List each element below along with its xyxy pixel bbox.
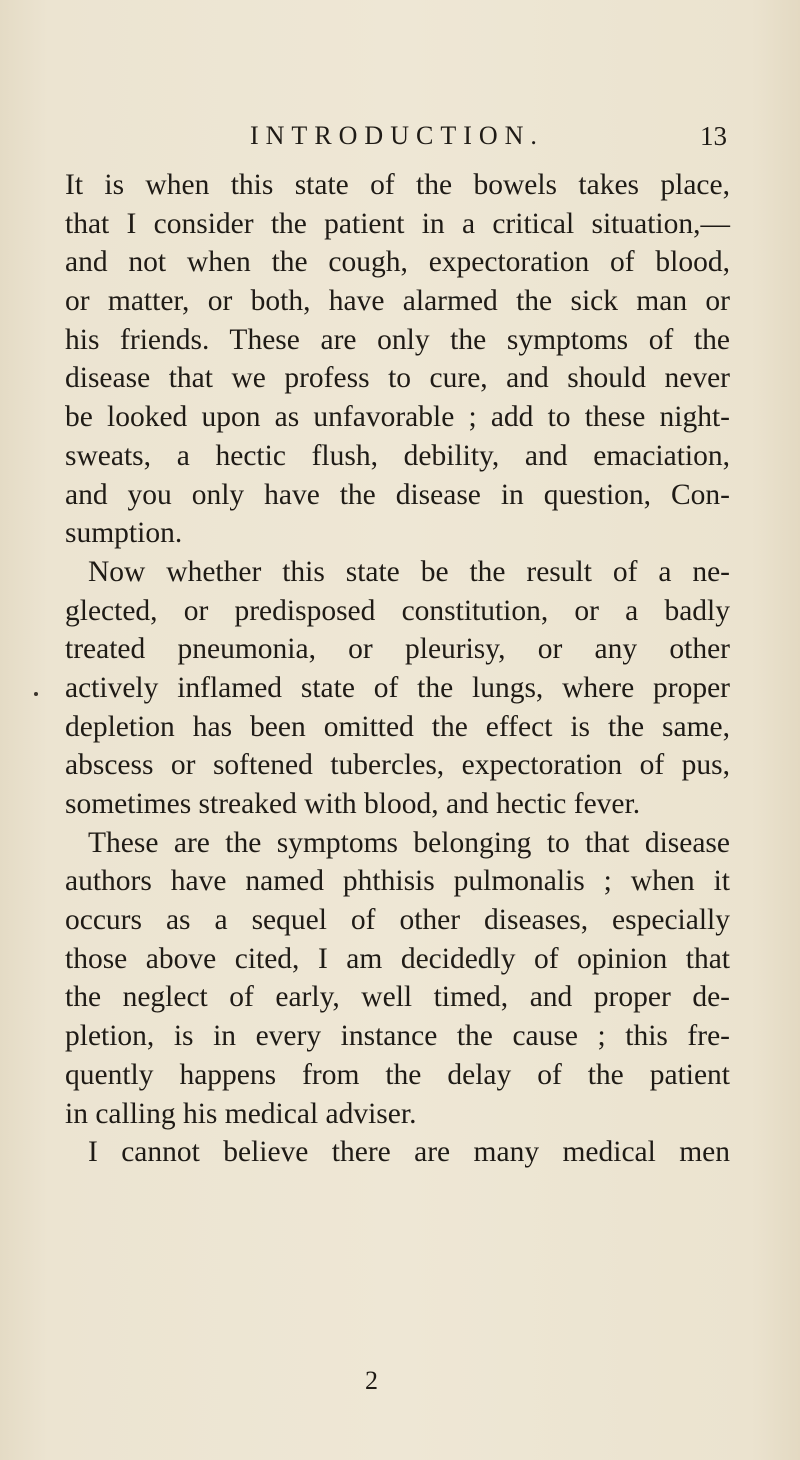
text-line: occurs as a sequel of other diseases, especially (65, 904, 730, 937)
text-line: quently happens from the delay of the patient (65, 1058, 730, 1091)
text-line: those above cited, I am decidedly of opinion that (65, 942, 730, 975)
text-line: It is when this state of the bowels takes place, (65, 169, 730, 201)
running-head: INTRODUCTION. (250, 121, 544, 150)
text-line: his friends. These are only the symptoms of the (65, 323, 730, 356)
text-line: authors have named phthisis pulmonalis ; when it (65, 865, 730, 898)
text-line: These are the symptoms belonging to that disease (88, 826, 730, 859)
text-line: I cannot believe there are many medical men (88, 1136, 730, 1169)
text-line: sweats, a hectic flush, debility, and emaciation, (65, 439, 730, 472)
text-line: actively inflamed state of the lungs, where proper (65, 671, 730, 704)
text-line: pletion, is in every instance the cause ; this fre- (65, 1020, 730, 1053)
text-line: or matter, or both, have alarmed the sick man or (65, 285, 730, 318)
text-line: and you only have the disease in question, Con- (65, 478, 730, 511)
page-number: 13 (700, 121, 727, 151)
text-line: in calling his medical adviser. (65, 1097, 417, 1130)
body-text (65, 166, 730, 1172)
text-line: be looked upon as unfavorable ; add to these night- (65, 401, 730, 434)
text-line: the neglect of early, well timed, and proper de- (65, 981, 730, 1014)
text-line: Now whether this state be the result of a ne- (88, 555, 730, 588)
signature-mark: 2 (365, 1366, 378, 1395)
text-line: sumption. (65, 517, 183, 550)
text-line: treated pneumonia, or pleurisy, or any other (65, 633, 730, 666)
text-line: depletion has been omitted the effect is the same, (65, 710, 730, 743)
page-header (0, 118, 800, 154)
text-line: and not when the cough, expectoration of blood, (65, 246, 730, 279)
margin-ink-dot (34, 692, 38, 696)
text-line: abscess or softened tubercles, expectoration of pus, (65, 749, 730, 782)
text-line: that I consider the patient in a critical situation,— (65, 207, 730, 240)
text-line: disease that we profess to cure, and should never (65, 362, 730, 395)
text-line: sometimes streaked with blood, and hectic fever. (65, 788, 641, 820)
text-line: glected, or predisposed constitution, or a badly (65, 594, 730, 627)
